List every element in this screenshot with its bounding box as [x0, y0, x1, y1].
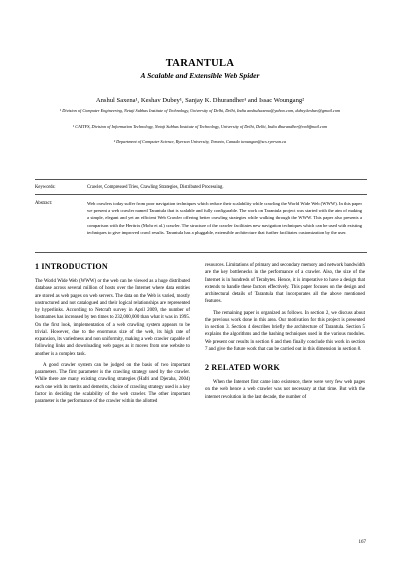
intro-paragraph-2: A good crawler system can be judged on the basis of two important parameters. The first parameter is the crawling strategy used by the crawler. While there are many existing crawling strategies (Hafri and Djeraba, 2004) each one with its merits and demerits, choice of crawling strategy used is a key factor in deciding the scalability of the web crawler. The other important parameter is the performance of the crawler within the allotted [35, 362, 190, 404]
affiliation-1: ¹ Division of Computer Engineering, Netaji Subhas Institute of Technology, University of Delhi, Delhi, India anshulsaxena@yahoo.com, dubey.keshav@gmail.com [59, 108, 341, 113]
left-column [35, 262, 190, 405]
section-1-heading: 1 INTRODUCTION [35, 262, 108, 271]
keywords-text: Crawler, Compressed Tries, Crawling Strategies, Distributed Processing. [87, 185, 224, 190]
section-2-heading: 2 RELATED WORK [205, 363, 280, 372]
affiliation-2: ¹ CAITFS, Division of Information Technology, Netaji Subhas Institute of Technology, University of Delhi, Delhi, India dhurandher@rediffmail.com [72, 124, 328, 129]
abstract-text: Web crawlers today suffer from poor navigation techniques which reduce their scalability while crawling the World Wide Web (WWW). In this paper we present a web crawler named Tarantula that is scalable and fully configurable. The work on Tarantula project was started with the aim of making a simple, elegant and yet an efficient Web Crawler offering better crawling strategies while walking through the WWW. This paper also presents a comparison with the Heritrix (Mohr et al.) crawler. The structure of the crawler facilitates new navigation techniques which can be used with existing techniques to give improved crawl results. Tarantula has a pluggable, extensible architecture that further facilitates customization by the user. [87, 201, 362, 235]
affiliation-3: ² Department of Computer Science, Ryerson University, Toronto, Canada iwoungan@scs.ryerson.ca [113, 139, 287, 144]
keywords-top-rule [35, 179, 367, 180]
page-number: 167 [358, 540, 366, 545]
abstract-bottom-rule [35, 252, 367, 253]
abstract-label: Abstract: [35, 201, 53, 206]
intro-paragraph-3: resources. Limitations of primary and secondary memory and network bandwidth are the key bottlenecks in the performance of a crawler. Also, the size of the Internet is in hundreds of Terabytes. Hence, it is imperative to have a design that extends to handle these factors effectively. This paper focuses on the design and architectural details of Tarantula that incorporates all the above mentioned features. [205, 263, 365, 305]
right-column [205, 262, 365, 401]
intro-paragraph-4: The remaining paper is organized as follows. In section 2, we discuss about the previous work done in this area. Our motivation for this project is presented in section 3. Section 4 describes briefly the architecture of Tarantula. Section 5 explains the algorithms and the hashing techniques used in the various modules. We present our results in section 6 and then finally conclude this work in section 7 and give the future work that can be carried out in this dimension in section 8. [205, 310, 365, 352]
keywords-label: Keywords: [35, 185, 56, 190]
keywords-bottom-rule [35, 194, 367, 195]
intro-paragraph-1: The World Wide Web (WWW) or the web can be viewed as a huge distributed database across several million of hosts over the Internet where data entities are stored as web pages on web servers. The data on the Web is varied, mostly unstructured and not catalogued and their logical relationships are represented by hyperlinks. According to Netcraft survey in April 2009, the number of hostnames has increased by ten times to 232,000,000 than what it was in 1995. On the first look, implementation of a web crawling system appears to be trivial. However, due to the enormous size of the web, its high rate of expansion, its variedness and non uniformity, making a web crawler capable of following links and downloading web pages as it moves from one website to another is a complex task. [35, 279, 190, 357]
paper-subtitle: A Scalable and Extensible Web Spider [140, 71, 260, 80]
related-work-paragraph-1: When the Internet first came into existence, there were very few web pages on the web hence a web crawler was not necessary at that time. But with the internet revolution in the last decade, the number of [205, 380, 365, 400]
author-list: Anshul Saxena¹, Keshav Dubey¹, Sanjay K. Dhurandher¹ and Issac Woungang² [95, 97, 305, 104]
paper-title: TARANTULA [165, 58, 235, 69]
